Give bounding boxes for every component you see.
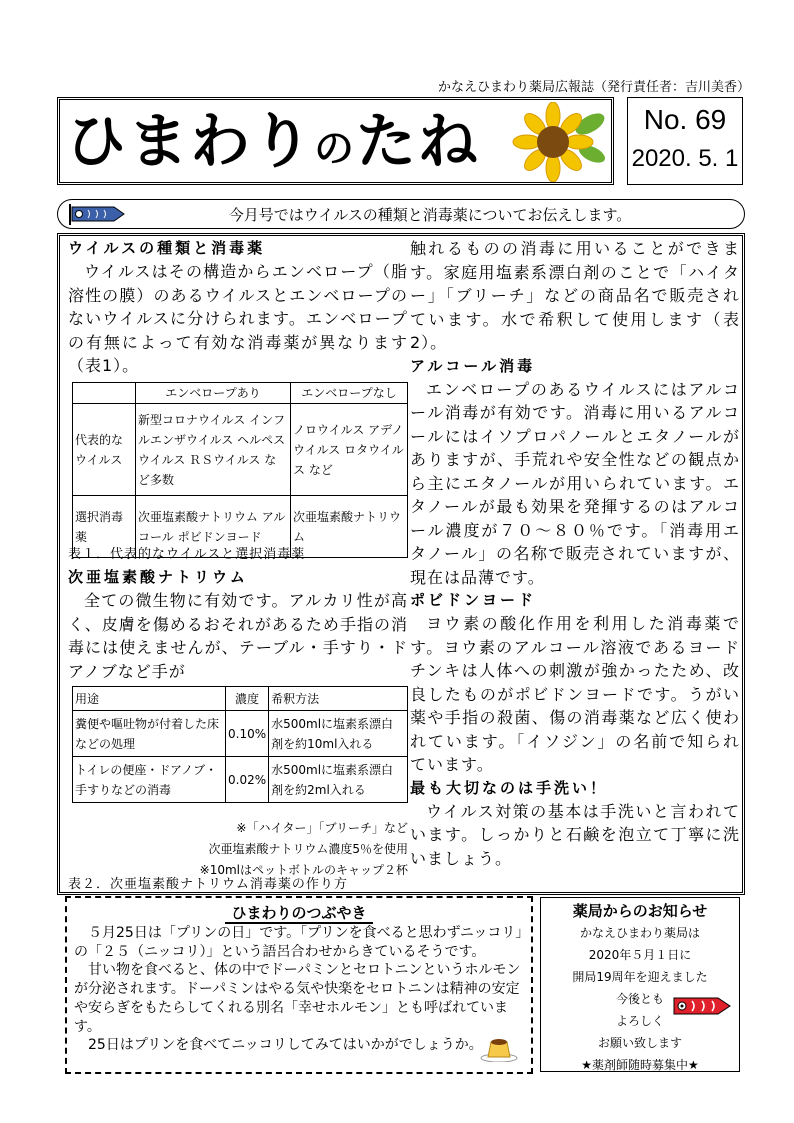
- tsubuyaki-title-text: ひまわりのつぶやき: [225, 904, 372, 924]
- table-cell: ノロウイルス アデノウイルス ロタウイルス など: [291, 404, 408, 496]
- left-column-lower: [68, 566, 408, 683]
- table-header-cell: 濃度: [226, 687, 269, 711]
- note-line: ※「ハイター」「ブリーチ」など: [236, 821, 408, 835]
- title-part-1: ひまわり: [66, 107, 314, 177]
- carp-streamer-icon: [672, 993, 732, 1019]
- section-heading-virus-types: ウイルスの種類と消毒薬: [68, 239, 266, 257]
- table-header-cell: エンベロープなし: [291, 383, 408, 404]
- issue-number: No. 69: [643, 104, 727, 135]
- section-heading-hypochlorite: 次亜塩素酸ナトリウム: [68, 568, 248, 586]
- carp-streamer-icon: [68, 203, 126, 225]
- notice-text: 今月号ではウイルスの種類と消毒薬についてお伝えします。: [228, 206, 632, 224]
- news-line: かなえひまわり薬局は: [579, 926, 700, 940]
- news-line: お願い致します: [597, 1036, 682, 1050]
- table-cell: 次亜塩素酸ナトリウム: [291, 496, 408, 558]
- table-header-cell: 希釈方法: [269, 687, 408, 711]
- table-header-cell: エンベロープあり: [136, 383, 291, 404]
- table-row-label: 代表的なウイルス: [73, 404, 136, 496]
- section-body-hypochlorite: 全ての微生物に有効です。アルカリ性が高く、皮膚を傷めるおそれがあるため手指の消毒には使えませんが、テーブル・手すり・ドアノブなど手が: [68, 591, 408, 681]
- table-cell: 次亜塩素酸ナトリウム アルコール ポビドンヨード: [136, 496, 291, 558]
- section-body-hypochlorite-cont: 触れるものの消毒に用いることができます。家庭用塩素系漂白剤のことで「ハイター」「ブリーチ」などの商品名で販売されています。水で希釈して使用します（表2）。: [410, 239, 740, 352]
- tsubuyaki-paragraph: 25日はプリンを食べてニッコリしてみてはいかがでしょうか。: [88, 1037, 483, 1054]
- tsubuyaki-title: [65, 902, 533, 923]
- virus-table: [72, 382, 408, 558]
- table-row: [73, 711, 408, 757]
- table-row: [73, 757, 408, 803]
- pudding-icon: [480, 1034, 518, 1062]
- table-header-cell: 用途: [73, 687, 226, 711]
- tsubuyaki-paragraph: 甘い物を食べると、体の中でドーパミンとセロトニンというホルモンが分泌されます。ドーパミンはやる気や快楽をセロトニンは精神の安定や安らぎをもたらしてくれる別名「幸せホルモン」とも呼ばれています。: [74, 962, 521, 1035]
- table-header-cell: [73, 383, 136, 404]
- news-line: ★薬剤師随時募集中★: [581, 1058, 699, 1072]
- table-cell: トイレの便座・ドアノブ・手すりなどの消毒: [73, 757, 226, 803]
- section-body-handwashing: ウイルス対策の基本は手洗いと言われています。しっかりと石鹸を泡立て丁寧に洗いましょう。: [410, 801, 740, 868]
- issue-date: 2020. 5. 1: [631, 145, 739, 172]
- table-cell: 糞便や嘔吐物が付着した床などの処理: [73, 711, 226, 757]
- table2-notes: [150, 818, 408, 881]
- section-body-virus-types: ウイルスはその構造からエンベロープ（脂溶性の膜）のあるウイルスとエンベロープのないウイルスに分けられます。エンベロープの有無によって有効な消毒薬が異なります（表1）。: [68, 262, 408, 375]
- section-body-alcohol: エンベロープのあるウイルスにはアルコール消毒が有効です。消毒に用いるアルコールにはイソプロパノールとエタノールがありますが、手荒れや安全性などの観点から主にエタノールが用いられています。エタノールが最も効果を発揮するのはアルコール濃度が７０～８０％です。「消毒用エタノール」の名称で販売されていますが、現在は品薄です。: [410, 379, 740, 587]
- dilution-table: [72, 686, 408, 803]
- section-heading-handwashing: 最も大切なのは手洗い！: [410, 778, 609, 797]
- table-cell: 水500mlに塩素系漂白剤を約2ml入れる: [269, 757, 408, 803]
- publisher-line: かなえひまわり薬局広報誌（発行責任者：吉川美香）: [437, 80, 750, 95]
- news-line: 2020年５月１日に: [588, 948, 692, 962]
- table-row-label: 選択消毒薬: [73, 496, 136, 558]
- title-particle: の: [314, 126, 356, 172]
- table-cell: 新型コロナウイルス インフルエンザウイルス ヘルペスウイルス ＲＳウイルス など多数: [136, 404, 291, 496]
- note-line: ※10mlはペットボトルのキャップ２杯: [199, 863, 408, 877]
- left-column: [68, 237, 408, 378]
- table-cell: 水500mlに塩素系漂白剤を約10ml入れる: [269, 711, 408, 757]
- section-heading-alcohol: アルコール消毒: [410, 356, 536, 375]
- title-part-2: たね: [356, 107, 480, 177]
- news-line: よろしく: [615, 1014, 664, 1028]
- section-body-povidone: ヨウ素の酸化作用を利用した消毒薬です。ヨウ素のアルコール溶液であるヨードチンキは人体への刺激が強かったため、改良したものがポビドンヨードです。うがい薬や手指の殺菌、傷の消毒薬など広く使われています。「イソジン」の名前で知られています。: [410, 614, 740, 774]
- table2-caption: 表２．次亜塩素酸ナトリウム消毒薬の作り方: [68, 877, 348, 892]
- table1-caption: 表１．代表的なウイルスと選択消毒薬: [68, 547, 306, 562]
- news-line: 今後とも: [615, 992, 664, 1006]
- table-row: [73, 404, 408, 496]
- tsubuyaki-paragraph: ５月25日は「プリンの日」です。「プリンを食べると思わずニッコリ」の「２５（ニッコリ）」という語呂合わせからきているそうです。: [74, 925, 523, 960]
- sunflower-icon: [508, 102, 608, 182]
- news-line: 開局19周年を迎えました: [572, 970, 708, 984]
- tsubuyaki-body: [74, 924, 526, 1055]
- note-line: 次亜塩素酸ナトリウム濃度5％を使用: [208, 842, 408, 856]
- right-column: [410, 237, 740, 870]
- newsletter-title: [66, 104, 480, 187]
- section-heading-povidone: ポビドンヨード: [410, 591, 537, 609]
- news-title: 薬局からのお知らせ: [572, 902, 708, 920]
- table-cell: 0.02%: [226, 757, 269, 803]
- table-cell: 0.10%: [226, 711, 269, 757]
- table-header-row: [73, 687, 408, 711]
- table-header-row: [73, 383, 408, 404]
